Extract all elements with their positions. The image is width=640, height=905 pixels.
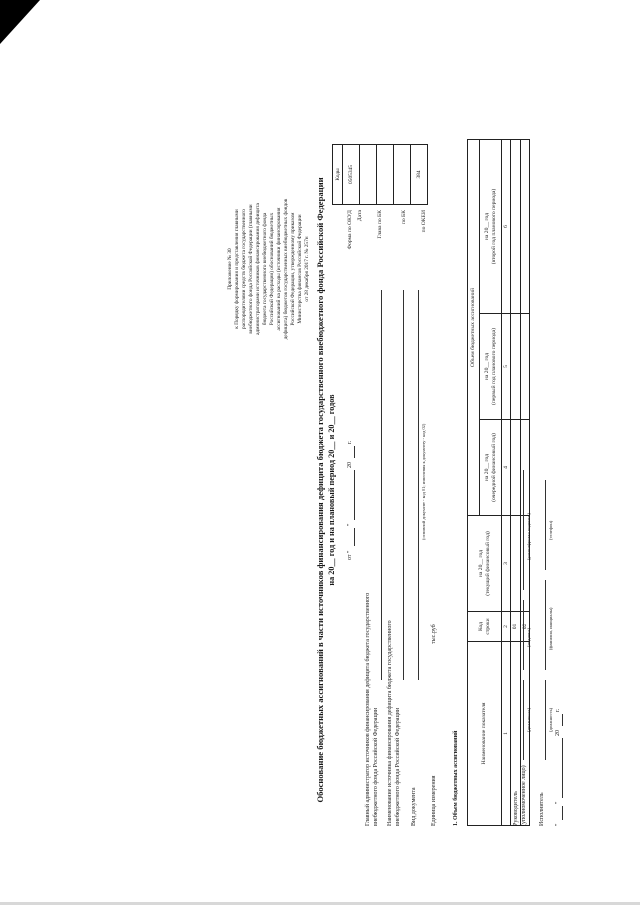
head-label-2: (уполномоченное лицо) bbox=[521, 765, 527, 826]
cell-value bbox=[520, 420, 529, 516]
exec-label: Исполнитель bbox=[539, 792, 545, 826]
unit-value: тыс.руб bbox=[431, 624, 437, 644]
codes-table bbox=[332, 144, 428, 205]
appendix-line: Российской Федерации, утвержденному приказом bbox=[289, 212, 296, 326]
th-plan1-year bbox=[480, 314, 502, 420]
appendix-line: Российской Федерации) обоснований бюджетных bbox=[268, 212, 275, 326]
col-num: 5 bbox=[502, 314, 511, 420]
table-row bbox=[511, 140, 520, 826]
exec-phone-caption: (телефон) bbox=[548, 520, 553, 540]
codes-label-okud: Форма по ОКУД bbox=[347, 210, 353, 250]
black-corner-mark bbox=[0, 0, 40, 44]
cell-value bbox=[520, 140, 529, 314]
date-quote: " bbox=[347, 523, 353, 526]
appendix-line: внебюджетного фонда Российской Федерации (главными bbox=[247, 204, 254, 334]
th-current-year bbox=[468, 516, 502, 612]
table-numbering-row bbox=[502, 140, 511, 826]
th-next-year-label: на 20__ год bbox=[484, 453, 491, 482]
admin-label: Главный администратор источников финансирования дефицита бюджета государственного bbox=[365, 592, 371, 826]
col-num: 1 bbox=[502, 642, 511, 826]
head-position-caption: (должность) bbox=[526, 707, 531, 732]
codes-header: Коды bbox=[333, 145, 343, 205]
code-bk bbox=[394, 145, 411, 205]
codes-label-bk: по БК bbox=[401, 210, 407, 225]
th-plan2-label: на 20__ год bbox=[484, 212, 491, 241]
col-num: 2 bbox=[502, 612, 511, 642]
exec-position-caption: (должность) bbox=[548, 707, 553, 732]
th-next-year bbox=[480, 420, 502, 516]
appendix-line: бюджета государственного внебюджетного фонда bbox=[261, 212, 268, 326]
sign-date-year: 20 bbox=[555, 730, 561, 736]
th-plan1-label: на 20__ год bbox=[484, 352, 491, 381]
form-subtitle: на 20__ год и на плановый период 20__ и 20__ годов bbox=[327, 394, 336, 586]
sign-date-suffix: г. bbox=[555, 708, 561, 712]
appendix-line: Министерства финансов Российской Федерации bbox=[296, 214, 303, 324]
doc-type-hint: (основной документ - код 01; изменения к документу - код 02) bbox=[421, 423, 426, 540]
col-num: 4 bbox=[502, 420, 511, 516]
sign-date-quote-close: " bbox=[555, 801, 561, 804]
source-label-2: внебюджетного фонда Российской Федерации bbox=[395, 707, 401, 826]
head-signature-caption: (подпись) bbox=[526, 627, 531, 647]
doc-type-label: Вид документа bbox=[411, 787, 417, 826]
sign-date-quote-open: " bbox=[555, 823, 561, 826]
th-current-year-label: на 20__ год bbox=[478, 549, 485, 578]
form-title: Обоснование бюджетных ассигнований в части источников финансирования дефицита бюджета государственного внебюджетного фонда Российской Федерации bbox=[315, 177, 325, 803]
th-next-year-note: (очередной финансовый год) bbox=[490, 433, 497, 502]
date-suffix: г. bbox=[347, 440, 353, 444]
code-date bbox=[360, 145, 377, 205]
appendix-line: от 28 декабря 2017 г. № 257н bbox=[303, 236, 310, 302]
cell-row-code: 02 bbox=[520, 612, 529, 642]
appendix-line: дефицита) бюджетов государственных внебюджетных фондов bbox=[282, 198, 289, 340]
codes-label-date: Дата bbox=[357, 210, 363, 222]
col-num: 3 bbox=[502, 516, 511, 612]
appendix-line: Приложение № 30 bbox=[227, 248, 233, 290]
appendix-line: распорядителями средств бюджета государственного bbox=[240, 209, 247, 329]
exec-fio-caption: (фамилия, инициалы) bbox=[548, 607, 553, 650]
th-indicator: Наименование показателя bbox=[468, 642, 502, 826]
codes-label-okei: по ОКЕИ bbox=[421, 210, 427, 233]
th-plan2-note: (второй год планового периода) bbox=[490, 188, 497, 265]
appendix-note bbox=[227, 138, 311, 400]
admin-label-2: внебюджетного фонда Российской Федерации bbox=[373, 707, 379, 826]
th-plan2-year bbox=[480, 140, 502, 314]
code-okud: 0505345 bbox=[343, 145, 360, 205]
appendix-line: ассигнований на расходы (источники финансирования bbox=[275, 207, 282, 331]
date-year: 20 bbox=[347, 462, 353, 468]
rotated-form-canvas bbox=[205, 130, 565, 830]
head-decoding-caption: (расшифровка подписи) bbox=[526, 513, 531, 560]
budget-table bbox=[467, 139, 530, 826]
cell-value bbox=[511, 420, 520, 516]
code-okei: 384 bbox=[411, 145, 428, 205]
section-title: 1. Объем бюджетных ассигнований bbox=[453, 730, 459, 826]
codes-label-chapter: Глава по БК bbox=[377, 210, 383, 239]
appendix-line: к Порядку формирования и представления главными bbox=[233, 209, 240, 329]
cell-value bbox=[511, 516, 520, 612]
cell-value bbox=[511, 314, 520, 420]
appendix-line: администраторами источников финансирования дефицита bbox=[254, 203, 261, 335]
cell-row-code: 01 bbox=[511, 612, 520, 642]
unit-label: Единица измерения bbox=[431, 775, 437, 826]
th-row-code: Код строки bbox=[468, 612, 502, 642]
source-label: Наименование источника финансирования дефицита бюджета государственного bbox=[387, 620, 393, 826]
th-plan1-note: (первый год планового периода) bbox=[490, 328, 497, 405]
head-label: Руководитель bbox=[513, 791, 519, 826]
date-prefix: от " bbox=[347, 550, 353, 560]
th-current-year-note: (текущий финансовый год) bbox=[484, 531, 491, 596]
cell-value bbox=[511, 140, 520, 314]
th-volume: Объем бюджетных ассигнований bbox=[468, 140, 480, 516]
cell-value bbox=[520, 314, 529, 420]
code-chapter bbox=[377, 145, 394, 205]
col-num: 6 bbox=[502, 140, 511, 314]
